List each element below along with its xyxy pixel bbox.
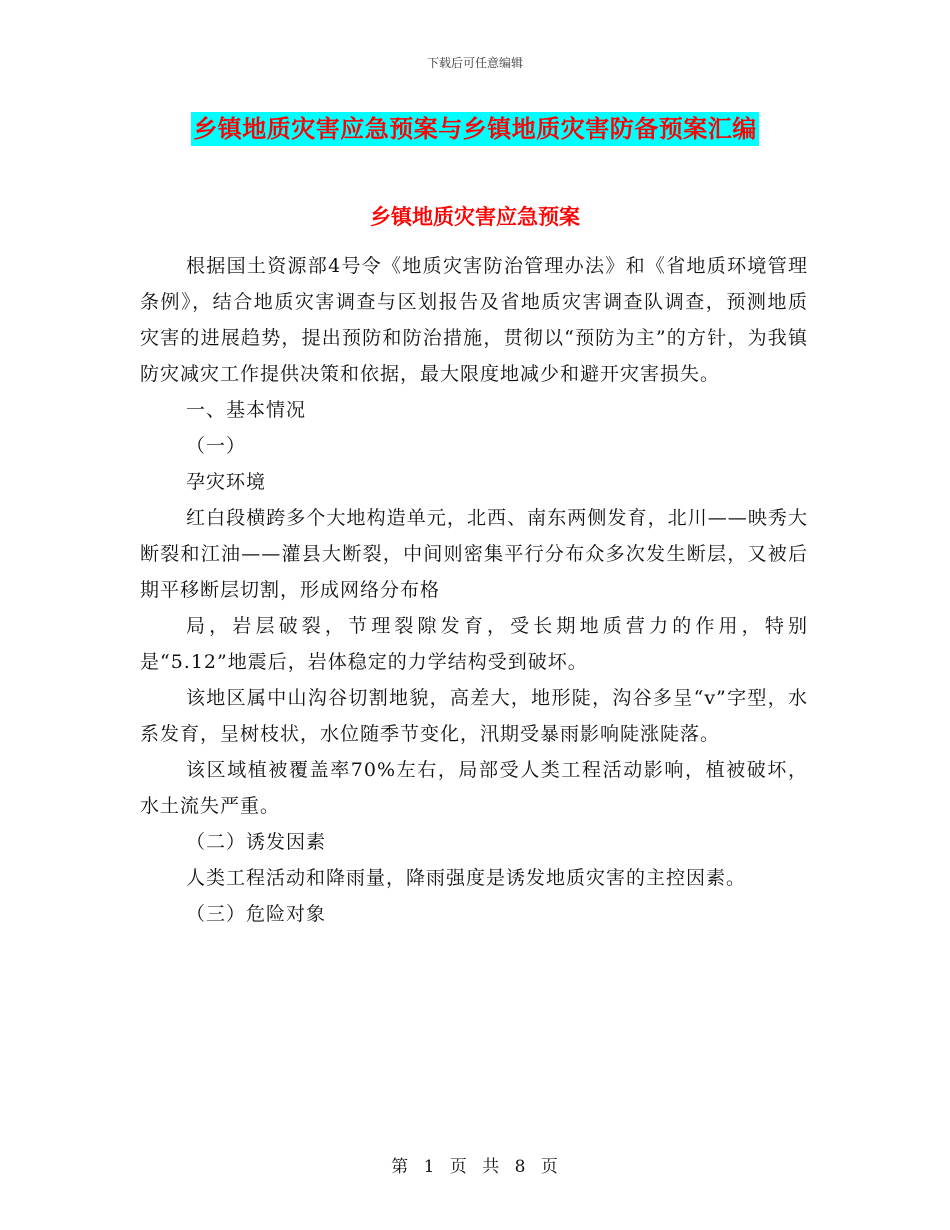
paragraph-vegetation: 该区域植被覆盖率70%左右，局部受人类工程活动影响，植被破坏，水土流失严重。 bbox=[140, 759, 808, 817]
subsection-marker-1: （一） bbox=[186, 435, 247, 457]
main-title-container bbox=[0, 112, 950, 146]
footer-total-word: 共 bbox=[482, 1157, 501, 1177]
paragraph-landform: 该地区属中山沟谷切割地貌，高差大，地形陡，沟谷多呈“v”字型，水系发育，呈树枝状，水位随季节变化，汛期受暴雨影响陡涨陡落。 bbox=[140, 687, 808, 745]
section-heading-basic-info: 一、基本情况 bbox=[186, 399, 307, 421]
page-footer bbox=[0, 1152, 950, 1177]
sub-title: 乡镇地质灾害应急预案 bbox=[370, 205, 580, 229]
subsection-heading-environment: 孕灾环境 bbox=[186, 471, 267, 493]
paragraph-fault-structure: 红白段横跨多个大地构造单元，北西、南东两侧发育，北川——映秀大断裂和江油——灌县大断裂，中间则密集平行分布众多次发生断层，又被后期平移断层切割，形成网络分布格 bbox=[140, 507, 808, 601]
document-body bbox=[140, 248, 808, 932]
footer-suffix: 页 bbox=[540, 1157, 559, 1177]
paragraph-intro: 根据国土资源部4号令《地质灾害防治管理办法》和《省地质环境管理条例》，结合地质灾害调查与区划报告及省地质灾害调查队调查，预测地质灾害的进展趋势，提出预防和防治措施，贯彻以“预防为主”的方针，为我镇防灾减灾工作提供决策和依据，最大限度地减少和避开灾害损失。 bbox=[140, 255, 808, 385]
footer-page-number: 1 bbox=[423, 1157, 436, 1177]
main-title: 乡镇地质灾害应急预案与乡镇地质灾害防备预案汇编 bbox=[191, 112, 759, 146]
subsection-heading-triggers: （二）诱发因素 bbox=[186, 831, 327, 853]
header-note: 下载后可任意编辑 bbox=[426, 56, 523, 70]
footer-prefix: 第 bbox=[391, 1157, 410, 1177]
footer-page-word: 页 bbox=[449, 1157, 468, 1177]
subsection-heading-hazard-targets: （三）危险对象 bbox=[186, 903, 327, 925]
footer-total-pages: 8 bbox=[514, 1157, 527, 1177]
paragraph-rock-fracture: 局，岩层破裂，节理裂隙发育，受长期地质营力的作用，特别是“5.12”地震后，岩体稳定的力学结构受到破坏。 bbox=[140, 615, 808, 673]
paragraph-triggers: 人类工程活动和降雨量，降雨强度是诱发地质灾害的主控因素。 bbox=[186, 867, 747, 889]
